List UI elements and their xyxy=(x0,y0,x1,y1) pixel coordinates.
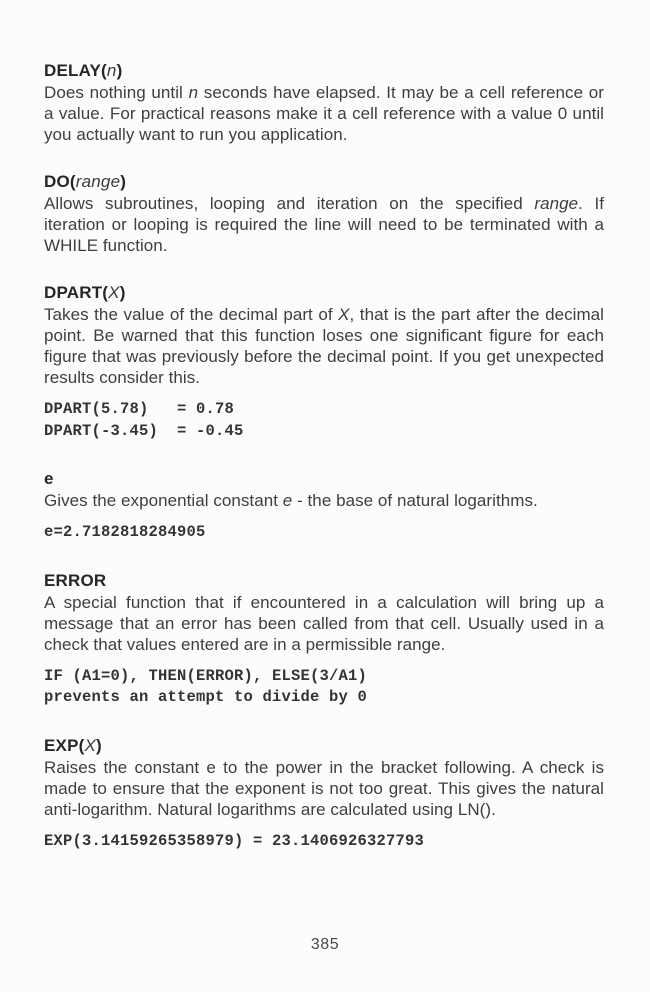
code-line: IF (A1=0), THEN(ERROR), ELSE(3/A1) xyxy=(44,666,368,685)
function-description-error: A special function that if encountered in a calculation will bring up a message that an error has been called from that cell. Usually used in a check that values entered are in a permissible range. xyxy=(44,592,604,654)
code-line: prevents an attempt to divide by 0 xyxy=(44,688,368,706)
code-example-exp xyxy=(44,831,604,853)
function-description-do: Allows subroutines, looping and iteration on the specified range. If iteration or looping is required the line will need to be terminated with a WHILE function. xyxy=(44,194,605,255)
section-delay xyxy=(44,60,604,145)
function-heading-exp: EXP(X) xyxy=(44,735,102,755)
section-dpart xyxy=(44,282,604,442)
function-description-delay: Does nothing until n seconds have elapsed. It may be a cell reference or a value. For practical reasons make it a cell reference with a value 0 until you actually want to run you application. xyxy=(44,83,605,144)
function-heading-dpart: DPART(X) xyxy=(44,283,126,302)
function-heading-delay: DELAY(n) xyxy=(44,61,123,80)
page-footer xyxy=(0,936,650,954)
function-description-dpart: Takes the value of the decimal part of X, that is the part after the decimal point. Be warned that this function loses one significant figure for each figure that was previously before the decimal point. If you get unexpected results consider this. xyxy=(44,305,604,387)
code-example-dpart xyxy=(44,399,604,442)
function-description-exp: Raises the constant e to the power in the bracket following. A check is made to ensure that the exponent is not too great. This gives the natural anti-logarithm. Natural logarithms are calculated using LN(). xyxy=(44,757,604,819)
section-do xyxy=(44,171,604,256)
code-line: DPART(5.78) = 0.78 xyxy=(44,400,235,418)
section-exp xyxy=(44,735,604,853)
code-line: EXP(3.14159265358979) = 23.1406926327793 xyxy=(44,831,425,850)
function-description-e: Gives the exponential constant e - the base of natural logarithms. xyxy=(44,491,538,510)
function-heading-e: e xyxy=(44,469,54,488)
function-heading-error: ERROR xyxy=(44,570,107,590)
section-error xyxy=(44,570,604,709)
section-e xyxy=(44,468,604,544)
page-number: 385 xyxy=(310,936,340,953)
code-example-e xyxy=(44,522,604,544)
code-line: e=2.7182818284905 xyxy=(44,523,206,541)
code-line: DPART(-3.45) = -0.45 xyxy=(44,421,244,440)
code-example-error xyxy=(44,666,604,709)
function-heading-do: DO(range) xyxy=(44,172,127,191)
